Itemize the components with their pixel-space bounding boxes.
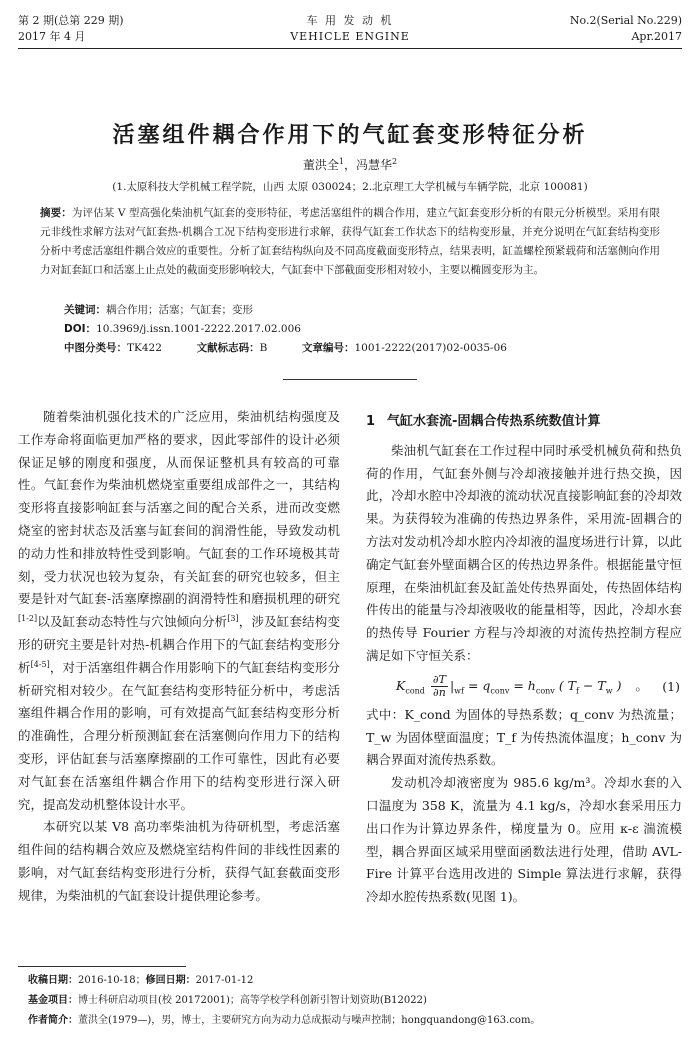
eq-Tf: ( T — [558, 677, 576, 693]
eq-period: 。 — [635, 677, 648, 693]
footnote-funding — [28, 994, 427, 1008]
author-separator: ， — [343, 158, 356, 172]
revised-label: 修回日期： — [145, 975, 196, 986]
footnote-rule — [18, 966, 186, 967]
intro-text-c: ，涉及缸套结构变形的研究主要是针对热-机耦合作用下的气缸套结构变形分析 — [18, 614, 340, 675]
left-column — [18, 406, 340, 908]
intro-text-b: 以及缸套动态特性与穴蚀倾向分析 — [37, 614, 228, 630]
keywords — [64, 302, 253, 319]
abstract-divider — [283, 379, 417, 380]
eq-h-sub: conv — [535, 686, 555, 696]
received-label: 收稿日期： — [28, 975, 78, 986]
intro-paragraph-1 — [18, 406, 340, 816]
header-journal-en: VEHICLE ENGINE — [290, 30, 410, 43]
author-2-affil: 2 — [392, 157, 398, 166]
abstract-label: 摘要： — [40, 207, 72, 219]
article-no-value: 1001-2222(2017)02-0035-06 — [354, 342, 507, 354]
eq-Tf-sub: f — [576, 686, 579, 696]
header-date-en: Apr.2017 — [631, 30, 682, 43]
received-date: 2016-10-18； — [78, 975, 146, 986]
intro-text-a: 随着柴油机强化技术的广泛应用，柴油机结构强度及工作寿命将面临更加严格的要求，因此零部件的设计必须保证足够的刚度和强度，从而保证整机具有较高的可靠性。气缸套作为柴油机燃烧室重要组成部件之一，其结构变形将直接影响缸套与活塞之间的配合关系，进而改变燃烧室的密封状态及活塞与缸套间的润滑性能，导致发动机的动力性和排放特性受到影响。气缸套的工作环境极其苛刻，受力状况也较为复杂，有关缸套的研究也较多，但主要是针对气缸套-活塞摩擦副的润滑特性和磨损机理的研究 — [18, 409, 340, 607]
abstract — [40, 204, 660, 280]
affiliations: (1.太原科技大学机械工程学院，山西 太原 030024；2.北京理工大学机械与车辆学院，北京 100081) — [112, 181, 588, 193]
section-1-heading — [366, 411, 682, 434]
right-column — [366, 406, 682, 909]
eq-Tw: − T — [578, 677, 606, 693]
footnote-dates — [28, 974, 253, 988]
article-no-label: 文章编号： — [301, 342, 355, 354]
eq-h: = h — [513, 677, 536, 693]
doi-link[interactable]: 10.3969/j.issn.1001-2222.2017.02.006 — [96, 323, 301, 335]
intro-text-d: ，对于活塞组件耦合作用影响下的气缸套结构变形分析研究相对较少。在气缸套结构变形特征分析中，考虑活塞组件耦合作用的影响，可有效提高气缸套结构变形分析的准确性，合理分析预测缸套在活塞侧向作用力下的结构变形，评估缸套与活塞摩擦副的工作可靠性，因此有必要对气缸套在活塞组件耦合作用下的结构变形进行深入研究，提高发动机整体设计水平。 — [18, 659, 340, 812]
author-bio-text: 董洪全(1979—)，男，博士，主要研究方向为动力总成振动与噪声控制；hongquandong@163.com。 — [78, 1015, 541, 1026]
equation-1: $K_{cond}$ $\frac{\partial T}{\partial n}$ $|_{wf} = q_{conv} = h_{conv}$ ( $T_f - T_w$ ) 。 (1) — [396, 672, 680, 699]
doi-label: DOI： — [64, 323, 97, 335]
eq-q: = q — [467, 677, 491, 693]
eq-q-sub: conv — [490, 686, 510, 696]
author-bio-label: 作者简介： — [28, 1015, 78, 1026]
eq-fraction — [431, 674, 448, 699]
keywords-text: 耦合作用；活塞；气缸套；变形 — [106, 304, 253, 316]
intro-paragraph-2: 本研究以某 V8 高功率柴油机为待研机型，考虑活塞组件间的结构耦合效应及燃烧室结构件间的非线性因素的影响，对气缸套结构变形进行分析，获得气缸套截面变形规律，为柴油机的气缸套设计提供理论参考。 — [18, 819, 340, 903]
funding-label: 基金项目： — [28, 995, 78, 1006]
equation-number: (1) — [662, 678, 680, 694]
author-2: 冯慧华 — [356, 158, 393, 172]
section-number: 1 — [366, 414, 376, 429]
author-list — [0, 156, 700, 173]
clc-value: TK422 — [127, 342, 162, 354]
eq-K-sub: cond — [405, 686, 425, 696]
author-1-affil: 1 — [338, 157, 344, 166]
doc-code-value: B — [259, 342, 268, 354]
eq-K: K — [396, 677, 406, 693]
paper-title: 活塞组件耦合作用下的气缸套变形特征分析 — [112, 123, 588, 148]
eq-Tw-sub: w — [605, 686, 613, 696]
eq-interface-sub: wf — [454, 686, 464, 696]
header-serial: No.2(Serial No.229) — [569, 14, 682, 27]
header-date: 2017 年 4 月 — [18, 30, 86, 43]
citation-1-2[interactable]: [1-2] — [18, 614, 38, 624]
funding-text: 博士科研启动项目(校 20172001)；高等学校学科创新引智计划资助(B12022) — [78, 995, 427, 1006]
clc-label: 中图分类号： — [64, 342, 127, 354]
eq-denominator: ∂n — [433, 685, 446, 699]
header-journal-cn: 车 用 发 动 机 — [306, 14, 394, 27]
header-rule — [18, 48, 682, 49]
equation-legend: 式中：K_cond 为固体的导热系数；q_conv 为热流量；T_w 为固体壁面温度；T_f 为传热流体温度；h_conv 为耦合界面对流传热系数。 — [366, 706, 682, 768]
keywords-label: 关键词： — [64, 304, 106, 316]
header-issue: 第 2 期(总第 229 期) — [18, 14, 124, 27]
citation-4-5[interactable]: [4-5] — [30, 659, 50, 669]
section-1-paragraph-1: 柴油机气缸套在工作过程中同时承受机械负荷和热负荷的作用，气缸套外侧与冷却液接触并进行热交换，因此，冷却水腔中冷却液的流动状况直接影响缸套的冷却效果。为获得较为准确的传热边界条件，采用流-固耦合的方法对发动机冷却水腔内冷却液的温度场进行计算，以此确定气缸套外壁面耦合区的传热边界条件。根据能量守恒原理，在柴油机缸套及缸盖处传热界面处，传热固体结构件传出的能量与冷却液吸收的能量相等，因此，冷却水套的热传导 Fourier 方程与冷却液的对流传热控制方程应满足如下守恒关系： — [366, 442, 682, 663]
revised-date: 2017-01-12 — [195, 975, 254, 986]
section-title: 气缸水套流-固耦合传热系统数值计算 — [387, 414, 601, 429]
doc-code-label: 文献标志码： — [196, 342, 260, 354]
eq-close: ) — [612, 677, 622, 693]
classification — [64, 340, 664, 357]
footnote-author — [28, 1014, 678, 1028]
citation-3[interactable]: [3] — [227, 614, 239, 624]
author-1: 董洪全 — [302, 158, 339, 172]
section-1-paragraph-2: 发动机冷却液密度为 985.6 kg/m³。冷却水套的入口温度为 358 K，流量为 4.1 kg/s，冷却水套采用压力出口作为计算边界条件，梯度量为 0。应用 κ-ε 湍流模型，耦合界面区域采用壁面函数法进行处理，借助 AVL-Fire 计算平台选用改进的 Simple 算法进行求解，获得冷却水腔传热系数(见图 1)。 — [366, 775, 682, 905]
doi — [64, 321, 301, 338]
abstract-text: 为评估某 V 型高强化柴油机气缸套的变形特征，考虑活塞组件的耦合作用，建立气缸套变形分析的有限元分析模型。采用有限元非线性求解方法对气缸套热-机耦合工况下结构变形进行求解，获得气缸套工作状态下的结构变形量，并充分说明在气缸套结构变形分析中考虑活塞组件耦合效应的重要性。分析了缸套结构纵向及不同高度截面变形特点，结果表明，缸盖螺栓预紧载荷和活塞侧向作用力对缸套缸口和活塞上止点处的截面变形影响较大，气缸套中下部截面变形相对较小，主要以椭圆变形为主。 — [40, 207, 660, 276]
eq-numerator: ∂T — [432, 672, 446, 686]
